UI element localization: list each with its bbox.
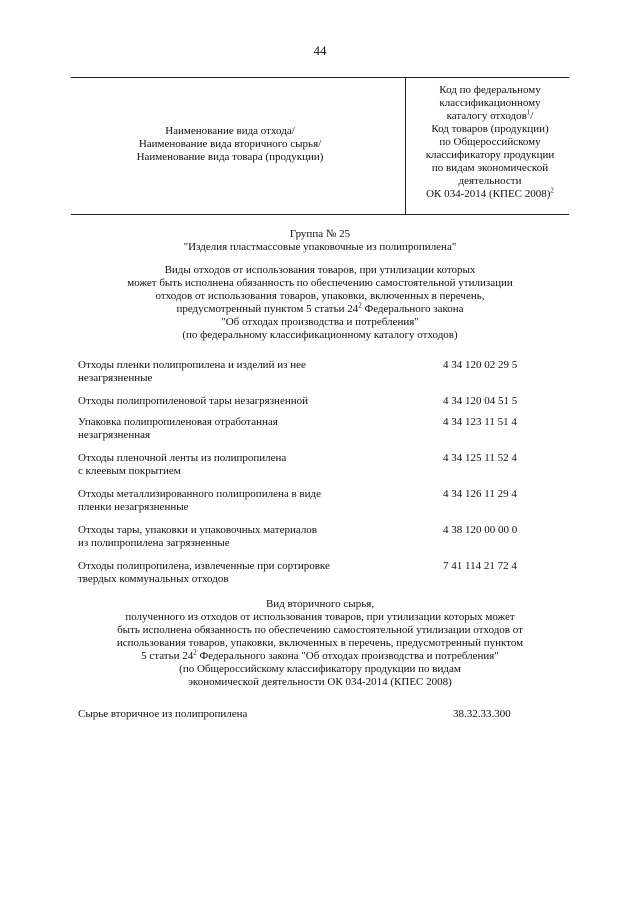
waste-code: 4 34 120 04 51 5 xyxy=(443,395,518,407)
waste-name: Отходы пленки полипропилена и изделий из нее незагрязненные xyxy=(78,359,306,384)
waste-name: Отходы пленочной ленты из полипропилена с клеевым покрытием xyxy=(78,452,287,477)
header-name-line: Наименование вида отхода/ xyxy=(165,125,295,137)
header-code-line: деятельности xyxy=(458,175,522,187)
waste-code: 4 34 123 11 51 4 xyxy=(443,416,517,428)
header-code-line: Код товаров (продукции) xyxy=(431,123,549,135)
group-subtitle: "Изделия пластмассовые упаковочные из полипропилена" xyxy=(183,241,457,253)
secondary-intro-line: полученного из отходов от использования товаров, при утилизации которых может xyxy=(125,611,515,623)
waste-intro xyxy=(71,264,569,342)
list-item xyxy=(78,452,578,482)
secondary-intro-line: (по Общероссийскому классификатору продукции по видам xyxy=(179,663,461,675)
waste-code: 4 34 125 11 52 4 xyxy=(443,452,517,464)
secondary-intro-line: быть исполнена обязанность по обеспечению самостоятельной утилизации отходов от xyxy=(117,624,523,636)
group-title: Группа № 25 xyxy=(289,228,351,240)
secondary-item xyxy=(78,708,578,738)
secondary-intro xyxy=(71,598,569,689)
header-code-line: классификатору продукции xyxy=(425,149,555,161)
table-header-bottom-rule xyxy=(71,214,569,215)
waste-name: Отходы тары, упаковки и упаковочных материалов из полипропилена загрязненные xyxy=(78,524,318,549)
header-code-line: ОК 034-2014 (КПЕС 2008)$^2$ xyxy=(426,186,554,200)
waste-intro-line: предусмотренный пунктом 5 статьи $24^2$ Федерального закона xyxy=(176,301,464,315)
waste-code: 4 34 126 11 29 4 xyxy=(443,488,517,500)
superscript: 2 xyxy=(358,301,362,310)
secondary-code: 38.32.33.300 xyxy=(453,708,511,720)
header-code-line: каталогу отходов$^1$/ xyxy=(446,108,534,122)
header-name-line: Наименование вида товара (продукции) xyxy=(136,151,324,163)
header-name-column xyxy=(100,125,360,164)
waste-code: 4 34 120 02 29 5 xyxy=(443,359,518,371)
list-item xyxy=(78,524,578,554)
waste-intro-line: может быть исполнена обязанность по обеспечению самостоятельной утилизации xyxy=(127,277,513,289)
secondary-intro-line: Вид вторичного сырья, xyxy=(265,598,375,610)
list-item xyxy=(78,416,578,446)
header-code-line: классификационному xyxy=(439,97,541,109)
header-code-column xyxy=(405,84,575,201)
footnote-2-marker: 2 xyxy=(550,186,554,195)
waste-intro-line: Виды отходов от использования товаров, при утилизации которых xyxy=(164,264,476,276)
waste-intro-line: "Об отходах производства и потребления" xyxy=(221,316,419,328)
header-code-line: по видам экономической xyxy=(431,162,549,174)
waste-intro-line: (по федеральному классификационному каталогу отходов) xyxy=(182,329,458,341)
waste-code: 7 41 114 21 72 4 xyxy=(443,560,517,572)
group-heading xyxy=(71,228,569,254)
list-item xyxy=(78,488,578,518)
header-name-line: Наименование вида вторичного сырья/ xyxy=(138,138,322,150)
list-item xyxy=(78,359,578,389)
list-item xyxy=(78,560,578,590)
waste-name: Упаковка полипропиленовая отработанная незагрязненная xyxy=(78,416,278,441)
waste-code: 4 38 120 00 00 0 xyxy=(443,524,518,536)
superscript: 2 xyxy=(193,648,197,657)
waste-name: Отходы полипропиленовой тары незагрязненной xyxy=(78,395,308,407)
secondary-name: Сырье вторичное из полипропилена xyxy=(78,708,248,720)
secondary-intro-line: экономической деятельности ОК 034-2014 (КПЕС 2008) xyxy=(188,676,452,688)
footnote-1-marker: 1 xyxy=(526,108,531,117)
waste-name: Отходы металлизированного полипропилена в виде пленки незагрязненные xyxy=(78,488,321,513)
header-code-line: по Общероссийскому xyxy=(439,136,541,148)
waste-name: Отходы полипропилена, извлеченные при сортировке твердых коммунальных отходов xyxy=(78,560,330,585)
header-code-line: Код по федеральному xyxy=(439,84,541,96)
secondary-intro-line: 5 статьи $24^2$ Федерального закона "Об отходах производства и потребления" xyxy=(141,648,499,662)
waste-intro-line: отходов от использования товаров, упаковки, включенных в перечень, xyxy=(155,290,485,302)
page-number: 44 xyxy=(313,43,327,58)
secondary-intro-line: использования товаров, упаковки, включенных в перечень, предусмотренный пунктом xyxy=(116,637,524,649)
table-top-rule xyxy=(71,77,569,78)
